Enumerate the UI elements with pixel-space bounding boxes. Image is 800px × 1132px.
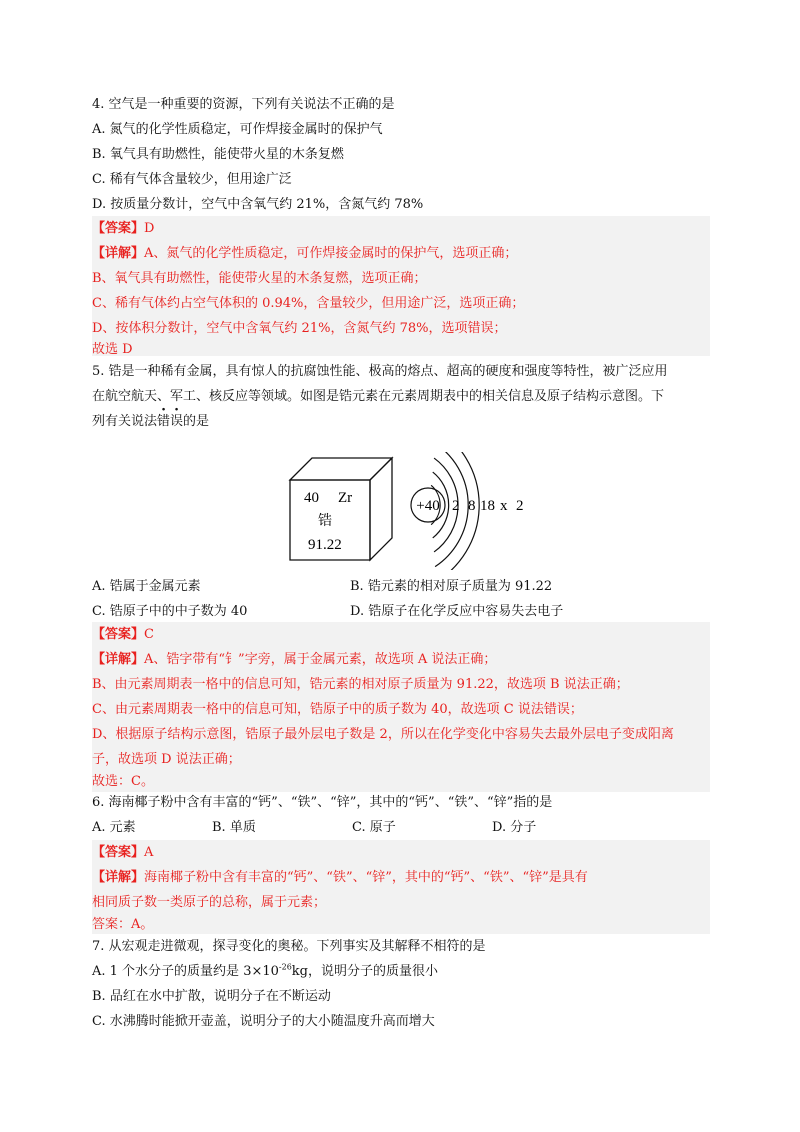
q5-detail-2: B、由元素周期表一格中的信息可知，锆元素的相对原子质量为 91.22，故选项 B 说法正确； — [92, 677, 629, 692]
q5-answer: C — [144, 627, 154, 642]
q5-option-a: A. 锆属于金属元素 — [92, 579, 201, 594]
q7-option-a — [92, 961, 438, 983]
electron-shell-label: 2 — [452, 498, 460, 514]
q5-stem-line-1: 5. 锆是一种稀有金属，具有惊人的抗腐蚀性能、极高的熔点、超高的硬度和强度等特性，被广泛应用 — [92, 364, 668, 379]
q6-option-d: D. 分子 — [492, 820, 537, 835]
q6-detail-line-1 — [92, 867, 588, 889]
q4-detail-tag: 【详解】 — [92, 246, 145, 261]
q5-emphasis-char: 误 — [170, 414, 184, 429]
q7-option-c: C. 水沸腾时能掀开壶盖，说明分子的大小随温度升高而增大 — [92, 1014, 435, 1029]
q5-stem-line-2: 在航空航天、军工、核反应等领域。如图是锆元素在元素周期表中的相关信息及原子结构示意图。下 — [92, 389, 665, 404]
q7-option-b: B. 品红在水中扩散，说明分子在不断运动 — [92, 989, 331, 1004]
q4-answer: D — [144, 221, 155, 236]
q4-stem: 4. 空气是一种重要的资源，下列有关说法不正确的是 — [92, 97, 395, 112]
q4-detail-5: 故选 D — [92, 342, 133, 357]
q5-option-b: B. 锆元素的相对原子质量为 91.22 — [350, 579, 553, 594]
electron-shell-label: 18 — [480, 498, 495, 514]
q7-stem: 7. 从宏观走进微观，探寻变化的奥秘。下列事实及其解释不相符的是 — [92, 939, 486, 954]
q4-option-a: A. 氮气的化学性质稳定，可作焊接金属时的保护气 — [92, 122, 383, 137]
q5-detail-1: A、锆字带有“钅”字旁，属于金属元素，故选项 A 说法正确； — [144, 652, 497, 667]
zirconium-figure — [288, 452, 548, 570]
q5-stem-pre: 列有关说法 — [92, 414, 158, 429]
q7-option-a-exponent: -26 — [278, 962, 292, 972]
card-mass: 91.22 — [308, 537, 342, 553]
electron-shell-label: x — [500, 498, 508, 514]
electron-shell-labels — [452, 498, 524, 514]
q4-answer-line — [92, 218, 154, 240]
q7-option-a-post: kg，说明分子的质量很小 — [291, 964, 438, 979]
q5-detail-6: 故选：C。 — [92, 774, 154, 789]
q6-detail-2: 相同质子数一类原子的总称，属于元素； — [92, 895, 327, 910]
q4-answer-tag: 【答案】 — [92, 221, 145, 236]
q5-detail-3: C、由元素周期表一格中的信息可知，锆原子中的质子数为 40，故选项 C 说法错误； — [92, 702, 583, 717]
card-name: 锆 — [318, 513, 332, 529]
q4-detail-line-1 — [92, 243, 517, 265]
q6-answer-line — [92, 842, 153, 864]
q4-detail-3: C、稀有气体约占空气体积的 0.94%，含量较少，但用途广泛，选项正确； — [92, 296, 525, 311]
card-atomic-number: 40 — [304, 490, 319, 506]
q5-detail-line-1 — [92, 649, 496, 671]
electron-shell-label: 8 — [468, 498, 476, 514]
q7-option-a-pre: A. 1 个水分子的质量约是 3×10 — [92, 964, 279, 979]
q6-option-c: C. 原子 — [352, 820, 396, 835]
q6-option-b: B. 单质 — [212, 820, 256, 835]
electron-shell-arc — [433, 472, 449, 538]
q6-stem: 6. 海南椰子粉中含有丰富的“钙”、“铁”、“锌”，其中的“钙”、“铁”、“锌”指的是 — [92, 795, 553, 810]
q5-answer-line — [92, 624, 154, 646]
q4-detail-1: A、氮气的化学性质稳定，可作焊接金属时的保护气，选项正确； — [144, 246, 518, 261]
card-side — [370, 458, 392, 560]
q5-option-c: C. 锆原子中的中子数为 40 — [92, 604, 248, 619]
q5-emphasis-char: 错 — [157, 414, 171, 429]
q4-option-c: C. 稀有气体含量较少，但用途广泛 — [92, 172, 292, 187]
q5-detail-tag: 【详解】 — [92, 652, 145, 667]
q4-detail-2: B、氧气具有助燃性，能使带火星的木条复燃，选项正确； — [92, 271, 427, 286]
q5-detail-5: 子，故选项 D 说法正确； — [92, 752, 241, 767]
card-symbol: Zr — [338, 490, 353, 506]
q5-answer-tag: 【答案】 — [92, 627, 145, 642]
q6-detail-1: 海南椰子粉中含有丰富的“钙”、“铁”、“锌”，其中的“钙”、“铁”、“锌”是具有 — [144, 870, 588, 885]
q5-detail-4: D、根据原子结构示意图，锆原子最外层电子数是 2，所以在化学变化中容易失去最外层电子变成阳离 — [92, 727, 674, 742]
electron-shell-label: 2 — [516, 498, 524, 514]
nucleus-charge: +40 — [416, 498, 440, 514]
q6-answer: A — [144, 845, 154, 860]
q6-option-a: A. 元素 — [92, 820, 136, 835]
q6-detail-3: 答案：A。 — [92, 917, 154, 932]
q6-detail-tag: 【详解】 — [92, 870, 145, 885]
q4-option-d: D. 按质量分数计，空气中含氧气约 21%，含氮气约 78% — [92, 197, 424, 212]
q5-stem-line-3 — [92, 411, 209, 433]
q5-stem-post: 的是 — [183, 414, 210, 429]
atom-diagram — [411, 452, 524, 570]
q5-option-d: D. 锆原子在化学反应中容易失去电子 — [350, 604, 564, 619]
q4-detail-4: D、按体积分数计，空气中含氧气约 21%，含氮气约 78%，选项错误； — [92, 321, 507, 336]
q5-stem-emphasis — [157, 414, 183, 429]
card-top — [290, 458, 392, 480]
q6-answer-tag: 【答案】 — [92, 845, 145, 860]
q4-option-b: B. 氧气具有助燃性，能使带火星的木条复燃 — [92, 147, 344, 162]
